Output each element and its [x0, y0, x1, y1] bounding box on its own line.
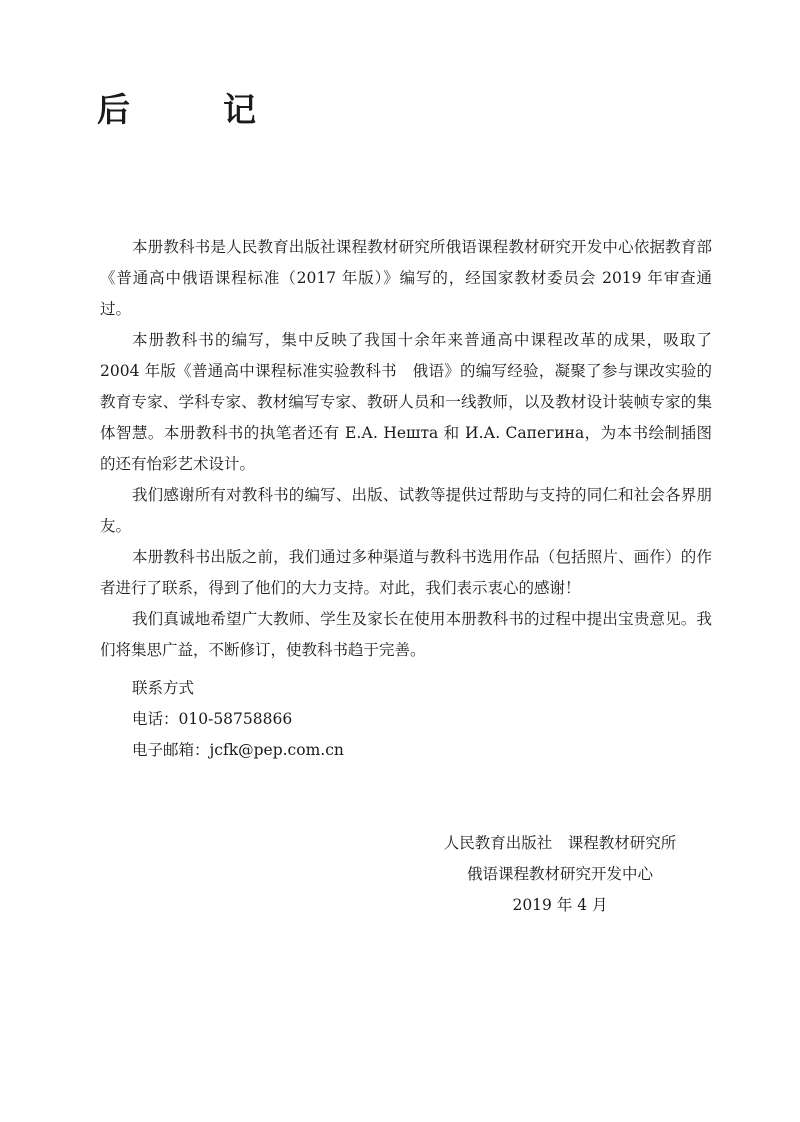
- paragraph-4: 本册教科书出版之前，我们通过多种渠道与教科书选用作品（包括照片、画作）的作者进行了联系，得到了他们的大力支持。对此，我们表示衷心的感谢！: [100, 548, 712, 597]
- signature-block: [420, 828, 700, 921]
- afterword-body: [100, 232, 712, 666]
- contact-email: 电子邮箱：jcfk@pep.com.cn: [132, 741, 344, 759]
- signature-publisher: 人民教育出版社 课程教材研究所: [443, 834, 677, 852]
- signature-date: 2019 年 4 月: [512, 896, 608, 914]
- paragraph-1: 本册教科书是人民教育出版社课程教材研究所俄语课程教材研究开发中心依据教育部《普通高中俄语课程标准（2017 年版）》编写的，经国家教材委员会 2019 年审查通过。: [100, 238, 712, 318]
- paragraph-5: 我们真诚地希望广大教师、学生及家长在使用本册教科书的过程中提出宝贵意见。我们将集思广益，不断修订，使教科书趋于完善。: [100, 610, 712, 659]
- contact-block: [132, 673, 344, 766]
- page-title: 后 记: [97, 90, 286, 129]
- paragraph-3: 我们感谢所有对教科书的编写、出版、试教等提供过帮助与支持的同仁和社会各界朋友。: [100, 486, 712, 535]
- contact-phone: 电话：010-58758866: [132, 710, 293, 728]
- paragraph-2: 本册教科书的编写，集中反映了我国十余年来普通高中课程改革的成果，吸取了 2004 年版《普通高中课程标准实验教科书 俄语》的编写经验，凝聚了参与课改实验的教育专家、学科专家、教材编写专家、教研人员和一线教师，以及教材设计装帧专家的集体智慧。本册教科书的执笔者还有 Е.А. Нешта 和 И.А. Сапегина，为本书绘制插图的还有怡彩艺术设计。: [100, 331, 712, 473]
- contact-heading: 联系方式: [132, 679, 195, 697]
- signature-center: 俄语课程教材研究开发中心: [466, 865, 653, 883]
